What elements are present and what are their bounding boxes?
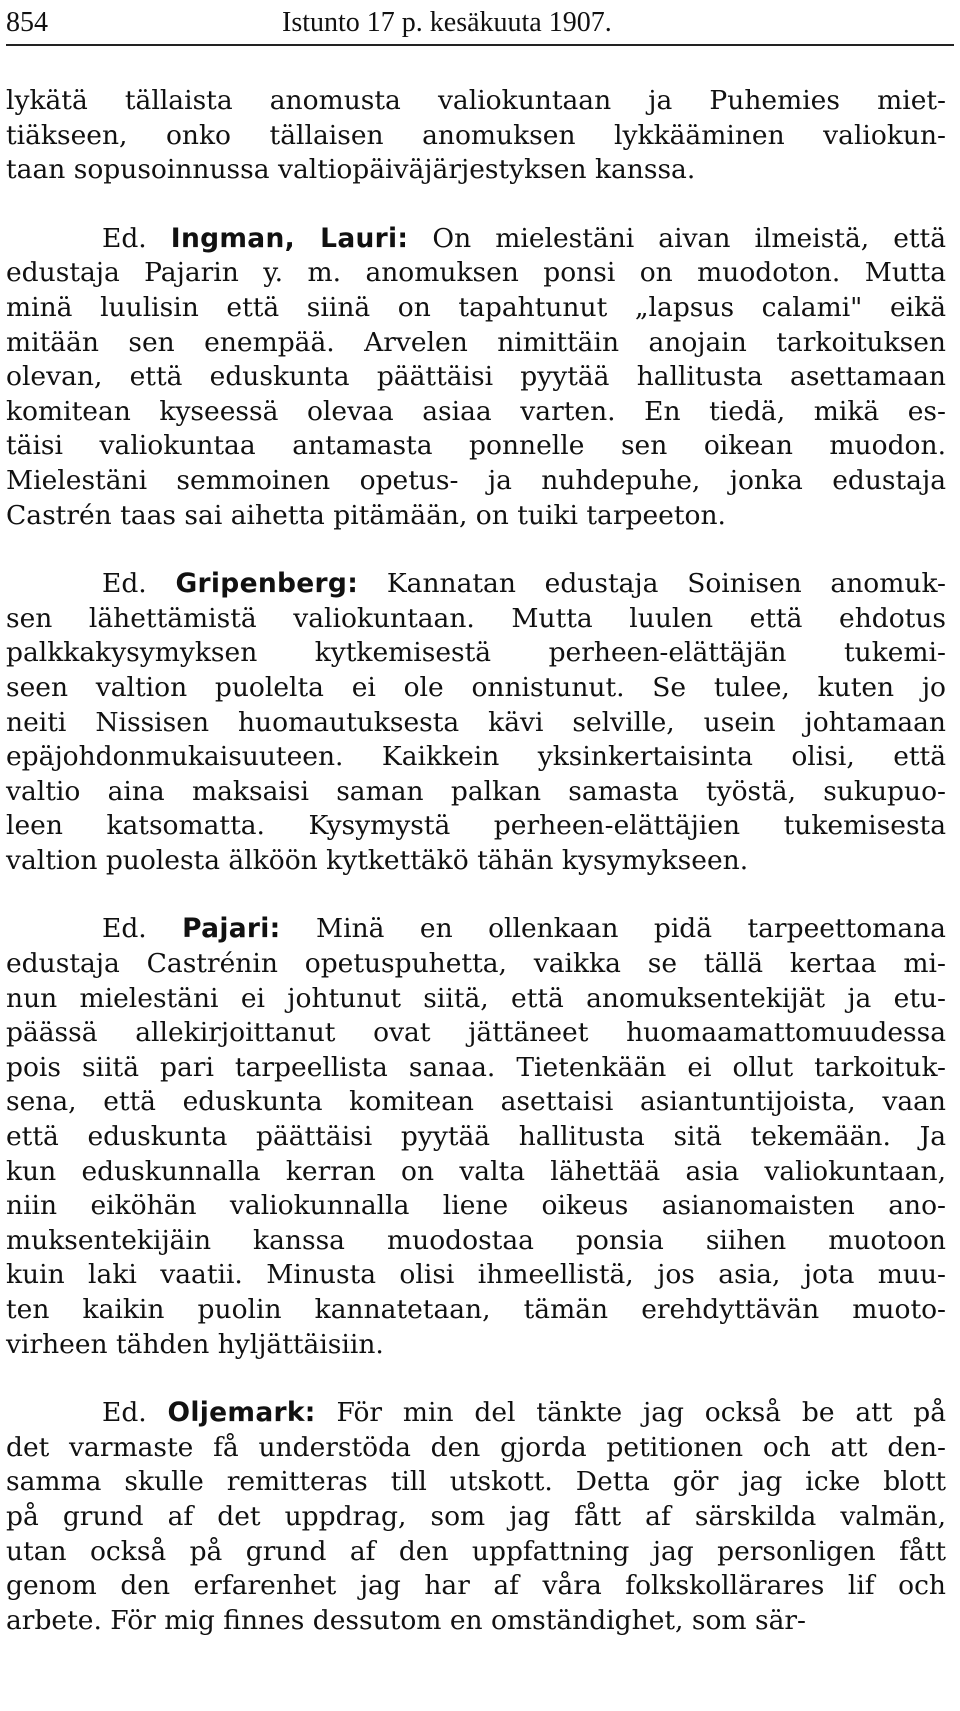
- text-line: valtio aina maksaisi saman palkan samasta työstä, sukupuo-: [6, 775, 946, 807]
- text-line: komitean kyseessä olevaa asiaa varten. En tiedä, mikä es-: [6, 395, 946, 427]
- text-line: epäjohdonmukaisuuteen. Kaikkein yksinkertaisinta olisi, että: [6, 741, 946, 773]
- text-line: [6, 1396, 946, 1431]
- text-line: että eduskunta päättäisi pyytää hallitusta sitä tekemään. Ja: [6, 1121, 946, 1153]
- text-line: utan också på grund af den uppfattning jag personligen fått: [6, 1535, 946, 1567]
- text-line: kuin laki vaatii. Minusta olisi ihmeellistä, jos asia, jota muu-: [6, 1259, 946, 1291]
- document-body: [6, 84, 946, 1672]
- paragraph: [6, 84, 946, 188]
- speaker-name: Oljemark:: [167, 1397, 316, 1429]
- text-line: niin eiköhän valiokunnalla liene oikeus asianomaisten ano-: [6, 1190, 946, 1222]
- text-line: på grund af det uppdrag, som jag fått af särskilda valmän,: [6, 1500, 946, 1532]
- text-line: mitään sen enempää. Arvelen nimittäin anojain tarkoituksen: [6, 326, 946, 358]
- text-line: pois siitä pari tarpeellista sanaa. Tietenkään ei ollut tarkoituk-: [6, 1051, 946, 1083]
- text-line: nun mielestäni ei johtunut siitä, että anomuksentekijät ja etu-: [6, 982, 946, 1014]
- line-text: Kannatan edustaja Soinisen anomuk-: [386, 568, 946, 600]
- text-line: Castrén taas sai aihetta pitämään, on tuiki tarpeeton.: [6, 499, 726, 531]
- text-line: olevan, että eduskunta päättäisi pyytää hallitusta asettamaan: [6, 361, 946, 393]
- text-line: leen katsomatta. Kysymystä perheen-elättäjien tukemisesta: [6, 810, 946, 842]
- text-line: päässä allekirjoittanut ovat jättäneet huomaamattomuudessa: [6, 1017, 946, 1049]
- speaker-prefix: Ed.: [102, 1397, 168, 1429]
- text-line: valtion puolesta älköön kytkettäkö tähän kysymykseen.: [6, 844, 749, 876]
- speaker-name: Pajari:: [182, 913, 281, 945]
- page-number: 854: [6, 7, 48, 38]
- text-line: edustaja Pajarin y. m. anomuksen ponsi on muodoton. Mutta: [6, 257, 946, 289]
- text-line: neiti Nissisen huomautuksesta kävi selville, usein johtamaan: [6, 706, 946, 738]
- text-line: det varmaste få understöda den gjorda petitionen och att den-: [6, 1431, 946, 1463]
- text-line: minä luulisin että siinä on tapahtunut „lapsus calami" eikä: [6, 291, 946, 323]
- speaker-prefix: Ed.: [102, 568, 176, 600]
- text-line: samma skulle remitteras till utskott. Detta gör jag icke blott: [6, 1466, 946, 1498]
- speech-paragraph: [6, 912, 946, 1362]
- text-line: sena, että eduskunta komitean asettaisi asiantuntijoista, vaan: [6, 1086, 946, 1118]
- text-line: taan sopusoinnussa valtiopäiväjärjestyksen kanssa.: [6, 154, 696, 186]
- text-line: arbete. För mig finnes dessutom en omständighet, som sär-: [6, 1604, 806, 1636]
- header-rule: [6, 44, 954, 46]
- page-header: [6, 4, 954, 42]
- speech-paragraph: [6, 222, 946, 533]
- text-line: kun eduskunnalla kerran on valta lähettää asia valiokuntaan,: [6, 1155, 946, 1187]
- text-line: seen valtion puolelta ei ole onnistunut. Se tulee, kuten jo: [6, 671, 946, 703]
- line-text: För min del tänkte jag också be att på: [336, 1397, 946, 1429]
- text-line: sen lähettämistä valiokuntaan. Mutta luulen että ehdotus: [6, 602, 946, 634]
- text-line: lykätä tällaista anomusta valiokuntaan ja Puhemies miet-: [6, 85, 946, 116]
- text-line: [6, 567, 946, 602]
- line-text: Minä en ollenkaan pidä tarpeettomana: [316, 913, 946, 945]
- text-line: tiäkseen, onko tällaisen anomuksen lykkääminen valiokun-: [6, 119, 946, 151]
- text-line: täisi valiokuntaa antamasta ponnelle sen oikean muodon.: [6, 430, 946, 462]
- speech-paragraph: [6, 567, 946, 878]
- text-line: virheen tähden hyljättäisiin.: [6, 1328, 384, 1360]
- line-text: On mielestäni aivan ilmeistä, että: [432, 222, 946, 254]
- speaker-prefix: Ed.: [102, 222, 171, 254]
- text-line: [6, 222, 946, 257]
- text-line: [6, 912, 946, 947]
- speaker-name: Ingman, Lauri:: [170, 222, 409, 254]
- speaker-prefix: Ed.: [102, 913, 183, 945]
- session-title: Istunto 17 p. kesäkuuta 1907.: [282, 7, 612, 38]
- speech-paragraph: [6, 1396, 946, 1638]
- text-line: palkkakysymyksen kytkemisestä perheen-elättäjän tukemi-: [6, 637, 946, 669]
- text-line: muksentekijäin kanssa muodostaa ponsia siihen muotoon: [6, 1224, 946, 1256]
- text-line: Mielestäni semmoinen opetus- ja nuhdepuhe, jonka edustaja: [6, 464, 946, 496]
- text-line: genom den erfarenhet jag har af våra folkskollärares lif och: [6, 1570, 946, 1602]
- text-line: ten kaikin puolin kannatetaan, tämän erehdyttävän muoto-: [6, 1294, 946, 1325]
- text-line: edustaja Castrénin opetuspuhetta, vaikka se tällä kertaa mi-: [6, 948, 946, 980]
- speaker-name: Gripenberg:: [175, 568, 359, 600]
